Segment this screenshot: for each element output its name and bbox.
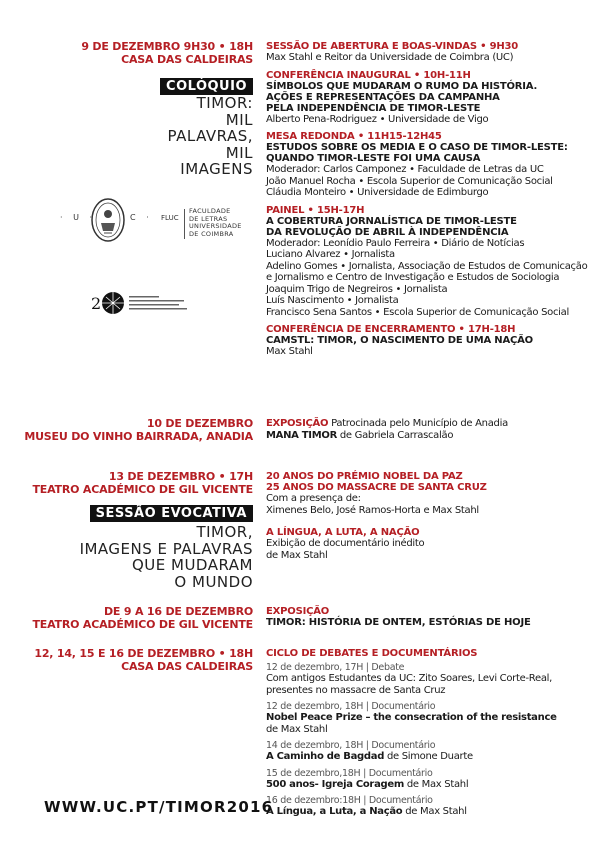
session-panel	[266, 205, 596, 319]
uc-letters-left: · U ·	[60, 213, 97, 222]
session-line: Francisco Sena Santos • Escola Superior de Comunicação Social	[266, 306, 569, 318]
session-inaugural	[266, 70, 596, 126]
anniversary-heading: 25 ANOS DO MASSACRE DE SANTA CRUZ	[266, 482, 487, 493]
svg-text:2: 2	[91, 294, 102, 313]
cycle-item-title: Nobel Peace Prize – the consecration of the resistance	[266, 712, 557, 723]
faculty-name-line: DE COIMBRA	[189, 229, 234, 238]
day3-venue: TEATRO ACADÉMICO DE GIL VICENTE	[32, 483, 253, 496]
session-heading: AÇÕES E REPRESENTAÇÕES DA CAMPANHA	[266, 91, 500, 103]
session-line: João Manuel Rocha • Escola Superior de Comunicação Social	[266, 175, 553, 187]
session-line: Luciano Alvarez • Jornalista	[266, 249, 395, 260]
research-centre-logo	[91, 289, 191, 319]
evocative-subtitle-line: O MUNDO	[174, 572, 253, 591]
session-opening	[266, 41, 596, 64]
film-line: de Max Stahl	[266, 549, 328, 561]
day1-date: 9 DE DEZEMBRO 9H30 • 18H	[81, 40, 253, 53]
day3-date: 13 DE DEZEMBRO • 17H	[108, 470, 253, 483]
day1-venue: CASA DAS CALDEIRAS	[121, 53, 253, 66]
cycle-item-line: presentes no massacre de Santa Cruz	[266, 684, 446, 696]
faculty-name-line: FACULDADE	[189, 207, 231, 215]
day4-date: DE 9 A 16 DE DEZEMBRO	[104, 605, 253, 618]
session-heading: SÍMBOLOS QUE MUDARAM O RUMO DA HISTÓRIA.	[266, 80, 538, 92]
cycle-item-when: 16 de dezembro:18H | Documentário	[266, 795, 433, 806]
cycle-item-author: de Max Stahl	[403, 778, 469, 790]
coloquio-subtitle-line: MIL	[225, 143, 253, 162]
presence-line: Ximenes Belo, José Ramos-Horta e Max Stahl	[266, 504, 479, 516]
session-roundtable	[266, 131, 596, 199]
research-centre-logo-icon	[91, 289, 191, 319]
exhibition-work: MANA TIMOR	[266, 429, 337, 441]
cycle-item	[266, 740, 596, 763]
session-title: CONFERÊNCIA DE ENCERRAMENTO • 17H-18H	[266, 324, 516, 335]
session-heading: PELA INDEPENDÊNCIA DE TIMOR-LESTE	[266, 102, 481, 114]
cycle-item	[266, 662, 596, 696]
cycle-item	[266, 795, 596, 818]
evocative-tag-label: SESSÃO EVOCATIVA	[90, 505, 253, 522]
faculty-name	[189, 208, 242, 238]
day2-date: 10 DE DEZEMBRO	[146, 417, 253, 430]
session-heading: CAMSTL: TIMOR, O NASCIMENTO DE UMA NAÇÃO	[266, 335, 533, 346]
cycle-item-line	[266, 806, 596, 818]
uc-letters-right: C ·	[130, 213, 153, 222]
fluc-label: FLUC	[161, 214, 179, 222]
session-line: Moderador: Carlos Camponez • Faculdade de Letras da UC	[266, 164, 544, 175]
session-line: e Jornalismo e Centro de Investigação e Estudos de Sociologia	[266, 272, 560, 283]
day4-exhibition	[266, 606, 596, 628]
cycle-item-line: de Max Stahl	[266, 723, 328, 735]
coloquio-tag	[160, 78, 253, 95]
session-title: PAINEL • 15H-17H	[266, 204, 365, 216]
cycle-item-line	[266, 751, 596, 763]
cycle-item-when: 12 de dezembro, 17H | Debate	[266, 662, 405, 673]
exhibition-label: EXPOSIÇÃO	[266, 606, 330, 617]
day4-venue: TEATRO ACADÉMICO DE GIL VICENTE	[32, 618, 253, 631]
cycle-item-title: 500 anos- Igreja Coragem	[266, 778, 404, 790]
cycle-item-title: A Caminho de Bagdad	[266, 751, 385, 762]
day3-details	[266, 471, 596, 561]
cycle-item-author: de Simone Duarte	[384, 751, 473, 762]
day5-venue: CASA DAS CALDEIRAS	[121, 660, 253, 673]
cycle-label: CICLO DE DEBATES E DOCUMENTÁRIOS	[266, 648, 478, 659]
session-line: Alberto Pena-Rodriguez • Universidade de Vigo	[266, 113, 489, 125]
exhibition-author: de Gabriela Carrascalão	[336, 429, 454, 441]
cycle-item-line	[266, 779, 596, 791]
session-title: SESSÃO DE ABERTURA E BOAS-VINDAS • 9H30	[266, 41, 519, 52]
university-seal-icon	[90, 197, 126, 243]
session-heading: A COBERTURA JORNALÍSTICA DE TIMOR-LESTE	[266, 215, 517, 227]
day2-venue: MUSEU DO VINHO BAIRRADA, ANADIA	[24, 430, 253, 443]
exhibition-line	[266, 418, 596, 430]
faculty-name-line: DE LETRAS	[189, 214, 228, 223]
cycle-item-when: 12 de dezembro, 18H | Documentário	[266, 701, 436, 712]
logo-divider	[184, 209, 185, 239]
session-heading: QUANDO TIMOR-LESTE FOI UMA CAUSA	[266, 153, 481, 164]
session-line: Moderador: Leonídio Paulo Ferreira • Diário de Notícias	[266, 237, 525, 249]
exhibition-title: TIMOR: HISTÓRIA DE ONTEM, ESTÓRIAS DE HOJE	[266, 617, 531, 628]
exhibition-label: EXPOSIÇÃO	[266, 418, 329, 429]
coloquio-subtitle-line: TIMOR:	[196, 94, 253, 112]
exhibition-work-line	[266, 430, 596, 442]
session-heading: DA REVOLUÇÃO DE ABRIL À INDEPENDÊNCIA	[266, 226, 509, 238]
website-link[interactable]: WWW.UC.PT/TIMOR2016	[44, 798, 274, 816]
day2-exhibition	[266, 418, 596, 441]
evocative-subtitle-line: TIMOR,	[196, 523, 253, 541]
session-line: Max Stahl e Reitor da Universidade de Coimbra (UC)	[266, 52, 514, 63]
day5-cycle	[266, 648, 596, 818]
cycle-item-author: de Max Stahl	[402, 806, 467, 817]
session-line: Cláudia Monteiro • Universidade de Edimburgo	[266, 187, 489, 198]
evocative-subtitle-line: QUE MUDARAM	[131, 556, 253, 574]
session-heading: ESTUDOS SOBRE OS MEDIA E O CASO DE TIMOR-LESTE:	[266, 142, 568, 153]
faculty-name-line: UNIVERSIDADE	[189, 222, 242, 230]
cycle-item-when: 15 de dezembro,18H | Documentário	[266, 767, 433, 779]
university-logo	[60, 197, 260, 247]
cycle-item-when: 14 de dezembro, 18H | Documentário	[266, 740, 436, 751]
film-title: A LÍNGUA, A LUTA, A NAÇÃO	[266, 527, 420, 538]
coloquio-subtitle	[168, 95, 253, 178]
cycle-item-line: Com antigos Estudantes da UC: Zito Soares, Levi Corte-Real,	[266, 673, 553, 684]
session-line: Joaquim Trigo de Negreiros • Jornalista	[266, 283, 448, 295]
session-line: Adelino Gomes • Jornalista, Associação de Estudos de Comunicação	[266, 260, 588, 272]
presence-line: Com a presença de:	[266, 493, 361, 504]
session-title: MESA REDONDA • 11H15-12H45	[266, 131, 442, 142]
coloquio-subtitle-line: IMAGENS	[180, 160, 253, 178]
evocative-tag	[90, 505, 253, 522]
film-line: Exibição de documentário inédito	[266, 538, 425, 549]
session-closing	[266, 324, 596, 358]
coloquio-tag-label: COLÓQUIO	[160, 78, 253, 95]
coloquio-subtitle-line: PALAVRAS,	[167, 127, 253, 145]
cycle-item	[266, 701, 596, 735]
evocative-subtitle	[80, 524, 253, 590]
exhibition-sponsor: Patrocinada pelo Município de Anadia	[328, 418, 508, 429]
session-title: CONFERÊNCIA INAUGURAL • 10H-11H	[266, 69, 471, 81]
cycle-item-title: A Língua, a Luta, a Nação	[266, 806, 403, 817]
session-line: Max Stahl	[266, 346, 313, 357]
evocative-subtitle-line: IMAGENS E PALAVRAS	[79, 539, 253, 558]
anniversary-heading: 20 ANOS DO PRÉMIO NOBEL DA PAZ	[266, 471, 463, 482]
cycle-item	[266, 768, 596, 791]
session-line: Luís Nascimento • Jornalista	[266, 295, 399, 306]
day5-date: 12, 14, 15 E 16 DE DEZEMBRO • 18H	[34, 647, 253, 660]
day1-sessions	[266, 41, 596, 358]
coloquio-subtitle-line: MIL	[225, 110, 253, 129]
